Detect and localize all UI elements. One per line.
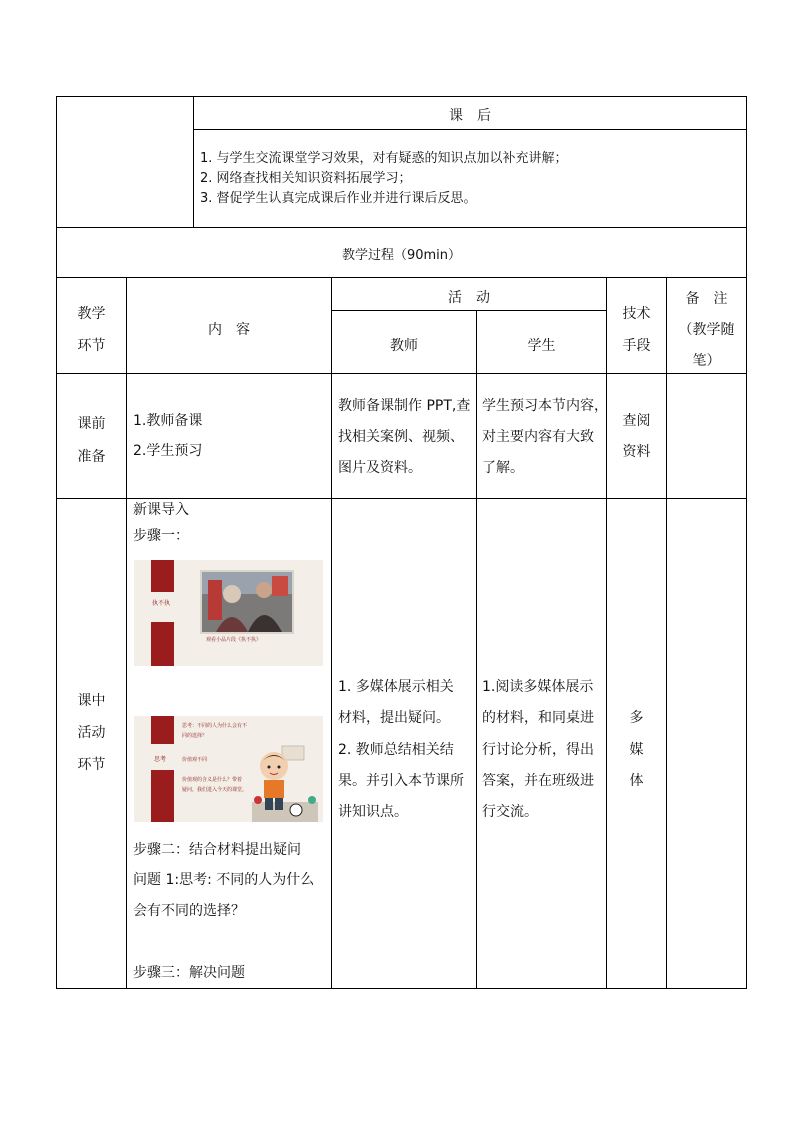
head-note-2: （教学随 — [678, 322, 735, 338]
slide1-bar-bottom — [151, 622, 174, 666]
pre-content-2: 2.学生预习 — [133, 443, 203, 459]
after-class-item-2: 2. 网络查找相关知识资料拓展学习； — [200, 171, 412, 186]
pre-student-1: 学生预习本节内容， — [482, 398, 608, 414]
question-1-line-1: 问题 1:思考: 不同的人为什么 — [133, 872, 315, 888]
slide2-q3: 价值观不同 — [182, 757, 208, 763]
slide2-q4: 价值观的含义是什么？带着 — [182, 777, 243, 783]
after-class-header: 课 后 — [449, 108, 491, 124]
slide1-caption: 观看小品片段《执不执》 — [206, 637, 262, 643]
slide1-photo-image — [202, 572, 292, 632]
pre-student-2: 对主要内容有大致 — [482, 429, 594, 445]
slide-thumbnail-2 — [134, 716, 323, 822]
main-tech-1: 多 — [629, 710, 644, 726]
pre-teacher-1: 教师备课制作 PPT,查 — [338, 398, 471, 414]
pre-teacher-3: 图片及资料。 — [338, 460, 422, 476]
main-section-1: 课中 — [77, 693, 106, 709]
main-tech-3: 体 — [629, 773, 644, 789]
main-section-3: 环节 — [77, 757, 106, 773]
intro-label: 新课导入 — [133, 502, 189, 518]
slide2-q1: 思考：不同的人为什么会有不 — [182, 723, 248, 729]
head-student: 学生 — [527, 338, 556, 354]
main-student-5: 行交流。 — [482, 804, 538, 820]
main-teacher-1: 1. 多媒体展示相关 — [338, 679, 454, 695]
main-teacher-2: 材料，提出疑问。 — [338, 710, 450, 726]
main-student-1: 1.阅读多媒体展示 — [482, 679, 594, 695]
slide1-side-label: 执不执 — [152, 600, 171, 607]
main-tech-2: 媒 — [629, 742, 644, 758]
step1-label: 步骤一： — [133, 528, 189, 544]
head-note-1: 备 注 — [685, 291, 728, 307]
main-section-2: 活动 — [77, 725, 106, 741]
head-content: 内 容 — [208, 322, 250, 338]
slide1-bar-top — [151, 560, 174, 592]
slide2-bar-top — [151, 716, 174, 744]
pre-section-1: 课前 — [77, 416, 106, 432]
head-tech-2: 手段 — [622, 338, 651, 354]
head-activity: 活 动 — [448, 290, 490, 306]
pre-tech-1: 查阅 — [622, 413, 651, 429]
main-teacher-4: 果。并引入本节课所 — [338, 773, 464, 789]
pre-section-2: 准备 — [77, 449, 106, 465]
after-class-item-1: 1. 与学生交流课堂学习效果，对有疑惑的知识点加以补充讲解； — [200, 151, 568, 166]
head-tech-1: 技术 — [622, 306, 651, 322]
after-class-item-3: 3. 督促学生认真完成课后作业并进行课后反思。 — [200, 191, 477, 206]
head-section-2: 环节 — [77, 338, 106, 354]
step3-label: 步骤三：解决问题 — [133, 965, 245, 981]
head-teacher: 教师 — [390, 338, 418, 354]
slide2-cartoon-boy-icon — [252, 744, 318, 822]
main-teacher-3: 2. 教师总结相关结 — [338, 742, 454, 758]
slide2-q5: 疑问，我们进入今天的课堂。 — [182, 787, 248, 793]
slide2-side-label: 思考 — [154, 756, 167, 763]
main-teacher-5: 讲知识点。 — [338, 804, 408, 820]
main-student-2: 的材料，和同桌进 — [482, 710, 594, 726]
step2-label: 步骤二：结合材料提出疑问 — [133, 842, 301, 858]
head-note-3: 笔） — [692, 353, 721, 369]
slide2-q2: 同的选择？ — [182, 733, 208, 739]
main-student-3: 行讨论分析，得出 — [482, 742, 594, 758]
pre-tech-2: 资料 — [622, 444, 651, 460]
slide1-photo — [200, 570, 294, 634]
slide-thumbnail-1 — [134, 560, 323, 666]
pre-student-3: 了解。 — [482, 460, 524, 476]
main-student-4: 答案，并在班级进 — [482, 773, 594, 789]
process-title: 教学过程（90min） — [341, 248, 462, 263]
pre-content-1: 1.教师备课 — [133, 413, 203, 429]
pre-teacher-2: 找相关案例、视频、 — [338, 429, 464, 445]
slide2-bar-bottom — [151, 770, 174, 822]
head-section-1: 教学 — [77, 306, 106, 322]
question-1-line-2: 会有不同的选择？ — [133, 903, 245, 919]
